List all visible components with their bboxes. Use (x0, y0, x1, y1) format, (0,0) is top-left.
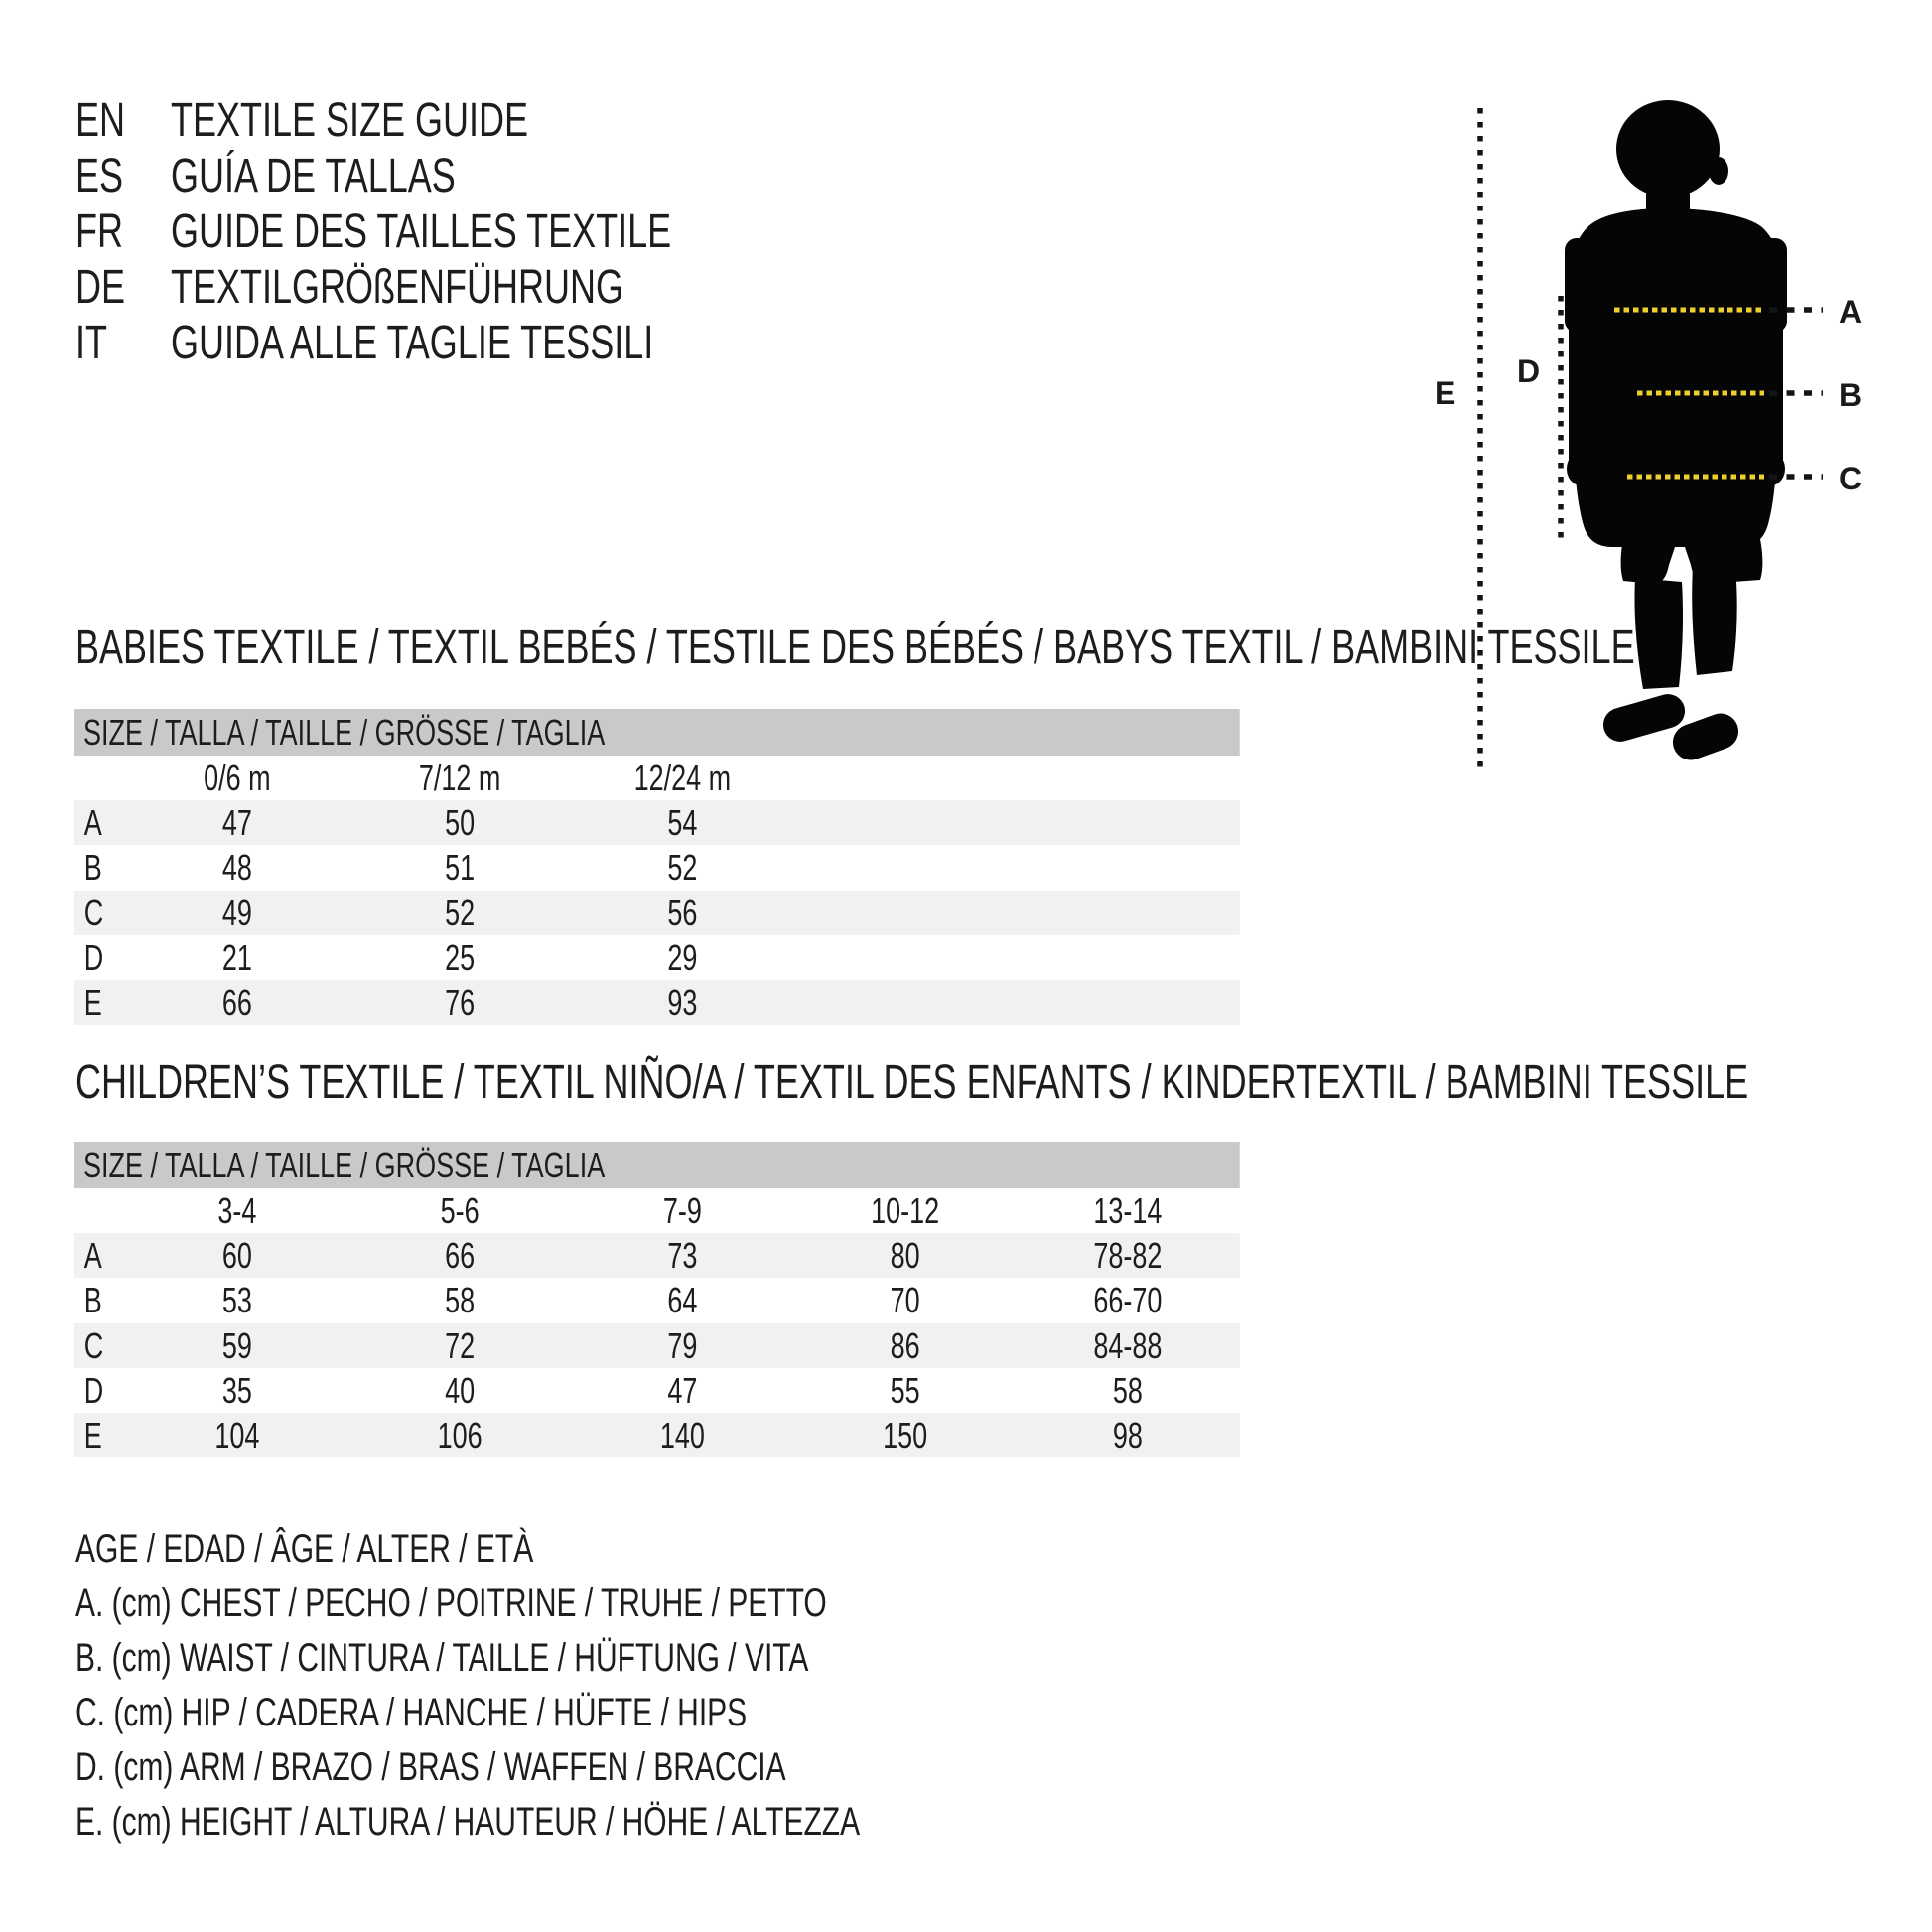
table-row (74, 845, 1240, 890)
language-row-es (75, 152, 1118, 204)
legend-line-arm: D. (cm) ARM / BRAZO / BRAS / WAFFEN / BRACCIA (75, 1745, 786, 1789)
table-cell: 54 (667, 802, 698, 843)
language-code: IT (75, 317, 107, 369)
language-code: ES (75, 150, 124, 203)
legend-line-height: E. (cm) HEIGHT / ALTURA / HAUTEUR / HÖHE / ALTEZZA (75, 1800, 861, 1844)
language-row-en (75, 96, 1118, 148)
table-cell: 35 (221, 1369, 252, 1411)
table-cell: 21 (221, 936, 252, 978)
row-label: B (83, 847, 102, 889)
column-header: 5-6 (440, 1190, 480, 1231)
table-header-bar (74, 1142, 1240, 1188)
table-row (74, 1413, 1240, 1457)
table-row (74, 800, 1240, 845)
table-row (74, 935, 1240, 980)
size-header-label: SIZE / TALLA / TAILLE / GRÖSSE / TAGLIA (83, 712, 606, 753)
language-title: GUIDE DES TAILLES TEXTILE (171, 206, 672, 258)
table-cell: 58 (1112, 1369, 1143, 1411)
table-cell: 150 (883, 1415, 928, 1456)
table-cell: 104 (214, 1415, 260, 1456)
measure-label-a: A (1839, 294, 1863, 330)
table-cell: 48 (221, 847, 252, 889)
table-row (74, 1323, 1240, 1368)
table-cell: 79 (667, 1324, 698, 1366)
row-label: B (83, 1280, 102, 1321)
children-size-table (74, 1142, 1240, 1457)
language-row-fr (75, 207, 1118, 259)
language-code: DE (75, 261, 126, 314)
table-row (74, 980, 1240, 1025)
row-label-spacer (74, 1188, 126, 1233)
column-header: 7-9 (662, 1190, 702, 1231)
table-cell: 80 (890, 1235, 920, 1276)
table-row (74, 1233, 1240, 1278)
table-cell: 106 (437, 1415, 483, 1456)
legend-line-chest: A. (cm) CHEST / PECHO / POITRINE / TRUHE / PETTO (75, 1582, 827, 1625)
table-row (74, 1278, 1240, 1322)
child-measurement-figure (1390, 60, 1932, 804)
row-label: A (83, 1235, 102, 1276)
measure-label-b: B (1839, 377, 1863, 413)
table-cell: 76 (445, 982, 476, 1024)
language-title: GUIDA ALLE TAGLIE TESSILI (171, 317, 654, 369)
row-label: E (83, 1415, 102, 1456)
language-title: TEXTILGRÖßENFÜHRUNG (171, 261, 624, 314)
table-cell: 51 (445, 847, 476, 889)
legend-line-hip: C. (cm) HIP / CADERA / HANCHE / HÜFTE / HIPS (75, 1691, 748, 1734)
table-cell: 29 (667, 936, 698, 978)
table-cell: 66 (445, 1235, 476, 1276)
table-cell: 56 (667, 892, 698, 933)
table-cell: 58 (445, 1280, 476, 1321)
size-header-label: SIZE / TALLA / TAILLE / GRÖSSE / TAGLIA (83, 1145, 606, 1185)
legend-line-age: AGE / EDAD / ÂGE / ALTER / ETÀ (75, 1527, 534, 1571)
table-cell: 55 (890, 1369, 920, 1411)
column-header: 7/12 m (418, 758, 501, 798)
row-label: A (83, 802, 102, 843)
column-header: 13-14 (1093, 1190, 1163, 1231)
table-cell: 98 (1112, 1415, 1143, 1456)
table-row (74, 891, 1240, 935)
table-cell: 70 (890, 1280, 920, 1321)
row-label: C (83, 892, 104, 933)
table-cell: 50 (445, 802, 476, 843)
table-cell: 49 (221, 892, 252, 933)
language-code: FR (75, 206, 123, 258)
table-cell: 84-88 (1093, 1324, 1163, 1366)
table-column-header-row (74, 1188, 1240, 1233)
table-cell: 66 (221, 982, 252, 1024)
table-cell: 47 (221, 802, 252, 843)
table-cell: 72 (445, 1324, 476, 1366)
babies-section-title: BABIES TEXTILE / TEXTIL BEBÉS / TESTILE DES BÉBÉS / BABYS TEXTIL / BAMBINI TESSILE (75, 621, 1635, 674)
babies-size-table (74, 709, 1240, 1025)
column-header: 10-12 (871, 1190, 940, 1231)
table-column-header-row (74, 756, 1240, 800)
table-cell: 73 (667, 1235, 698, 1276)
table-cell: 59 (221, 1324, 252, 1366)
table-cell: 86 (890, 1324, 920, 1366)
language-code: EN (75, 94, 126, 147)
table-cell: 52 (445, 892, 476, 933)
language-row-de (75, 263, 1118, 315)
measure-label-c: C (1839, 461, 1863, 496)
row-label: D (83, 1369, 104, 1411)
table-cell: 66-70 (1093, 1280, 1163, 1321)
column-header: 0/6 m (204, 758, 271, 798)
row-label: D (83, 936, 104, 978)
column-header: 12/24 m (633, 758, 732, 798)
row-label: C (83, 1324, 104, 1366)
column-header: 3-4 (217, 1190, 257, 1231)
row-label: E (83, 982, 102, 1024)
table-cell: 60 (221, 1235, 252, 1276)
table-cell: 53 (221, 1280, 252, 1321)
language-title: TEXTILE SIZE GUIDE (171, 94, 529, 147)
table-cell: 40 (445, 1369, 476, 1411)
measure-label-d: D (1517, 353, 1541, 389)
table-row (74, 1368, 1240, 1413)
table-cell: 25 (445, 936, 476, 978)
table-cell: 140 (659, 1415, 705, 1456)
table-cell: 78-82 (1093, 1235, 1163, 1276)
table-cell: 93 (667, 982, 698, 1024)
measure-label-e: E (1435, 375, 1456, 411)
table-header-bar (74, 709, 1240, 756)
children-section-title: CHILDREN’S TEXTILE / TEXTIL NIÑO/A / TEXTIL DES ENFANTS / KINDERTEXTIL / BAMBINI TESSILE (75, 1056, 1749, 1109)
legend-line-waist: B. (cm) WAIST / CINTURA / TAILLE / HÜFTUNG / VITA (75, 1636, 809, 1680)
table-cell: 47 (667, 1369, 698, 1411)
row-label-spacer (74, 756, 126, 800)
language-row-it (75, 319, 1118, 370)
table-cell: 64 (667, 1280, 698, 1321)
table-cell: 52 (667, 847, 698, 889)
language-title: GUÍA DE TALLAS (171, 150, 456, 203)
